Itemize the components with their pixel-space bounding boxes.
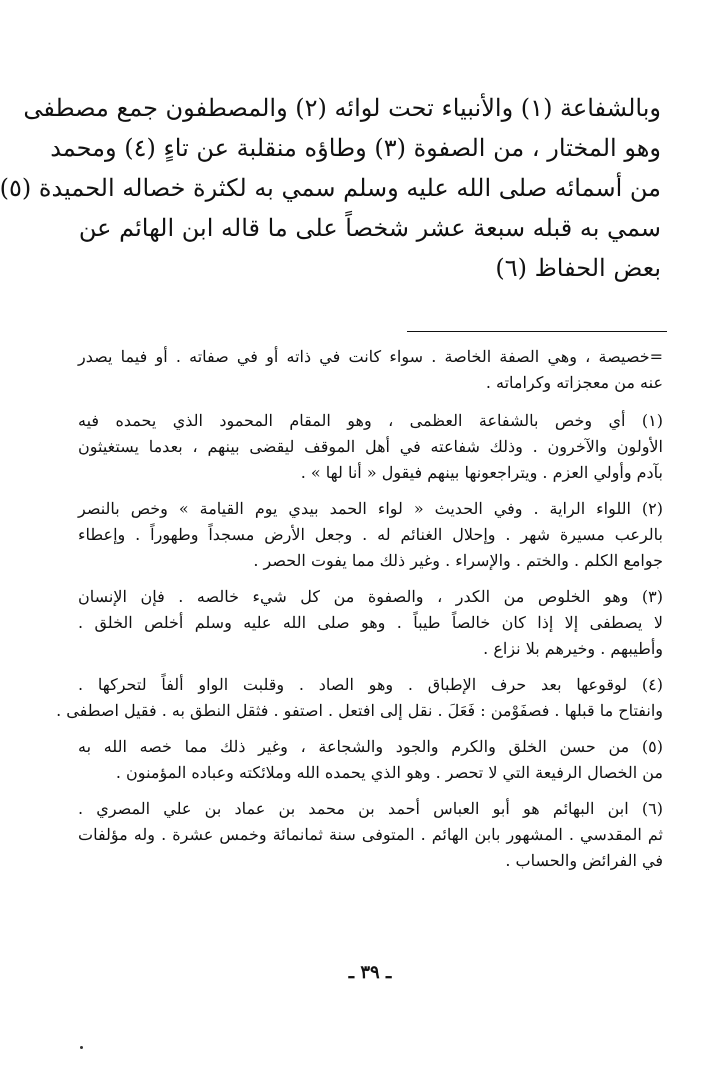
footnote-line: (٣) وهو الخلوص من الكدر ، والصفوة من كل شيء خالصه . فإن الإنسان: [78, 587, 663, 606]
footnote-2: [78, 496, 663, 574]
footnote-line: (٥) من حسن الخلق والكرم والجود والشجاعة ، وغير ذلك مما خصه الله به: [78, 737, 663, 756]
footnote-line: وانفتاح ما قبلها . فصفَوْمن : فَعَلَ . نقل إلى افتعل . اصتفو . فثقل النطق به . فقيل اصطفى .: [56, 701, 663, 720]
main-text-line: وبالشفاعة (١) والأنبياء تحت لوائه (٢) والمصطفون جمع مصطفى: [23, 94, 661, 122]
footnote-line: الأولون والآخرون . وذلك شفاعته في أهل الموقف ليقضى بينهم ، بعدما يستغيثون: [78, 437, 663, 456]
main-text-line: من أسمائه صلى الله عليه وسلم سمي به لكثرة خصاله الحميدة (٥): [0, 174, 661, 202]
footnote-line: في الفرائض والحساب .: [505, 851, 663, 870]
footnote-line: (٢) اللواء الراية . وفي الحديث « لواء الحمد بيدي يوم القيامة » وخص بالنصر: [78, 499, 663, 518]
footnote-line: عنه من معجزاته وكراماته .: [485, 373, 663, 392]
footnote-6: [78, 796, 663, 874]
footnote-line: من الخصال الرفيعة التي لا تحصر . وهو الذي يحمده الله وملائكته وعباده المؤمنون .: [115, 763, 663, 782]
footnotes-block: [56, 344, 663, 884]
scan-speck: [80, 1046, 83, 1049]
page-number: ـ ٣٩ ـ: [348, 962, 392, 983]
footnote-1: [78, 408, 663, 486]
footnote-line: ثم المقدسي . المشهور بابن الهائم . المتوفى سنة ثمانمائة وخمس عشرة . وله مؤلفات: [78, 825, 663, 844]
footnote-separator: [407, 331, 667, 332]
footnote-line: (٦) ابن البهائم هو أبو العباس أحمد بن محمد بن عماد بن علي المصري .: [78, 799, 663, 818]
footnote-line: لا يصطفى إلا إذا كان خالصاً طيباً . وهو صلى الله عليه وسلم أخلص الخلق .: [78, 613, 663, 632]
footnote-3: [78, 584, 663, 662]
footnote-line: وأطيبهم . وخيرهم بلا نزاع .: [483, 639, 663, 658]
main-text-line: بعض الحفاظ (٦): [495, 254, 661, 282]
footnote-line: (٤) لوقوعها بعد حرف الإطباق . وهو الصاد . وقلبت الواو ألفاً لتحركها .: [78, 675, 663, 694]
footnote-line: بالرعب مسيرة شهر . وإحلال الغنائم له . وجعل الأرض مسجداً وطهوراً . وإعطاء: [78, 525, 663, 544]
footnote-5: [78, 734, 663, 786]
main-text-block: [0, 88, 661, 288]
footnote-line: جوامع الكلم . والختم . والإسراء . وغير ذلك مما يفوت الحصر .: [253, 551, 663, 570]
footnote-line: بآدم وأولي العزم . ويتراجعونها بينهم فيقول « أنا لها » .: [300, 463, 663, 482]
footnote-line: (١) أي وخص بالشفاعة العظمى ، وهو المقام المحمود الذي يحمده فيه: [78, 411, 663, 430]
footnote-continuation: [78, 344, 663, 396]
main-text-line: وهو المختار ، من الصفوة (٣) وطاؤه منقلبة عن تاءٍ (٤) ومحمد: [50, 134, 661, 162]
main-text-line: سمي به قبله سبعة عشر شخصاً على ما قاله ابن الهائم عن: [78, 214, 661, 242]
footnote-line: =خصيصة ، وهي الصفة الخاصة . سواء كانت في ذاته أو في صفاته . أو فيما يصدر: [78, 347, 663, 366]
footnote-4: [56, 672, 663, 724]
